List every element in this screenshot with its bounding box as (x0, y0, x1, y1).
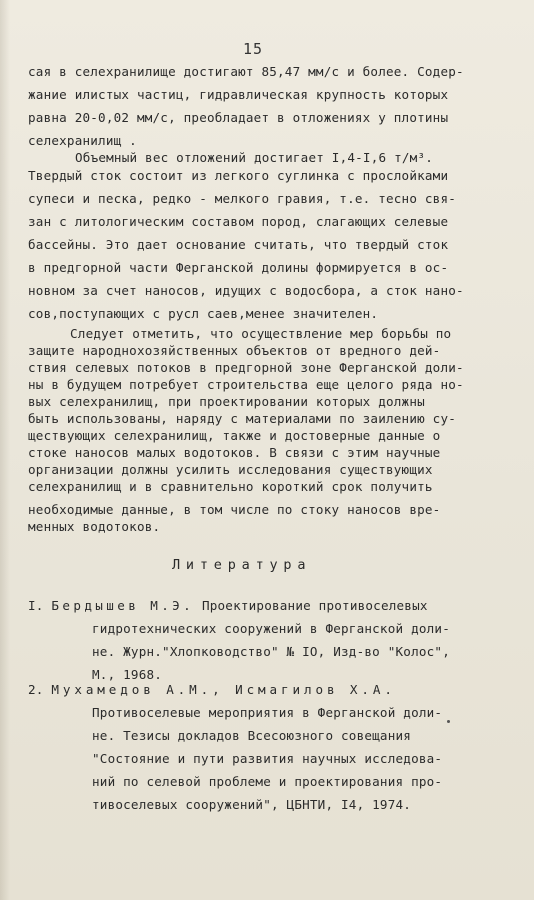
reference-2-line: тивоселевых сооружений", ЦБНТИ, I4, 1974. (92, 797, 412, 812)
body-line: сая в селехранилище достигают 85,47 мм/с и более. Содер- (28, 64, 464, 79)
reference-2-line: "Состояние и пути развития научных исследова- (92, 751, 443, 766)
reference-1-line-1: Проектирование противоселевых (201, 598, 428, 613)
body-line: Объемный вес отложений достигает I,4-I,6 т/м³. (75, 150, 433, 165)
reference-1-line: не. Журн."Хлопководство" № IO, Изд-во "Колос", (92, 644, 450, 659)
body-line: необходимые данные, в том числе по стоку наносов вре- (28, 502, 441, 517)
body-line: новном за счет наносов, идущих с водосбора, а сток нано- (28, 283, 464, 298)
body-line: Твердый сток состоит из легкого суглинка с прослойками (28, 168, 449, 183)
ink-speck (447, 720, 450, 723)
reference-1-first-line (28, 600, 428, 613)
body-line: бассейны. Это дает основание считать, что твердый сток (28, 237, 449, 252)
body-line: организации должны усилить исследования существующих (28, 462, 433, 477)
body-line: селехранилищ и в сравнительно короткий срок получить (28, 479, 433, 494)
body-line: зан с литологическим составом пород, слагающих селевые (28, 214, 449, 229)
body-line: селехранилищ . (28, 133, 137, 148)
body-line: в предгорной части Ферганской долины формируется в ос- (28, 260, 449, 275)
body-line: ществующих селехранилищ, также и достоверные данные о (28, 428, 441, 443)
body-line: супеси и песка, редко - мелкого гравия, т.е. тесно свя- (28, 191, 457, 206)
reference-1-line: М., 1968. (92, 667, 163, 682)
page-number: 15 (243, 40, 264, 58)
reference-2-authors: Мухамедов А.М., Исмагилов Х.А. (51, 682, 396, 697)
body-line: ны в будущем потребует строительства еще целого ряда но- (28, 377, 464, 392)
body-line: менных водотоков. (28, 519, 161, 534)
body-line: вых селехранилищ, при проектировании которых должны (28, 394, 425, 409)
body-line: жание илистых частиц, гидравлическая крупность которых (28, 87, 449, 102)
body-line: ствия селевых потоков в предгорной зоне Ферганской доли- (28, 360, 464, 375)
body-line: стоке наносов малых водотоков. В связи с этим научные (28, 445, 441, 460)
reference-1-line: гидротехнических сооружений в Ферганской доли- (92, 621, 450, 636)
reference-2-first-line (28, 684, 396, 697)
body-line: быть использованы, наряду с материалами по заилению су- (28, 411, 457, 426)
body-line: равна 20-0,02 мм/с, преобладает в отложениях у плотины (28, 110, 449, 125)
body-line: защите народнохозяйственных объектов от вредного дей- (28, 343, 441, 358)
reference-2-line: Противоселевые мероприятия в Ферганской доли- (92, 705, 443, 720)
body-line: Следует отметить, что осуществление мер борьбы по (70, 326, 452, 341)
literature-heading: Литература (172, 557, 312, 573)
reference-2-line: не. Тезисы докладов Всесоюзного совещания (92, 728, 412, 743)
reference-1-number: I. (28, 598, 44, 613)
body-line: сов,поступающих с русл саев,менее значителен. (28, 306, 379, 321)
page-edge-shadow (0, 0, 10, 900)
reference-1-authors: Бердышев М.Э. (51, 598, 195, 613)
reference-2-line: ний по селевой проблеме и проектирования про- (92, 774, 443, 789)
reference-2-number: 2. (28, 682, 44, 697)
